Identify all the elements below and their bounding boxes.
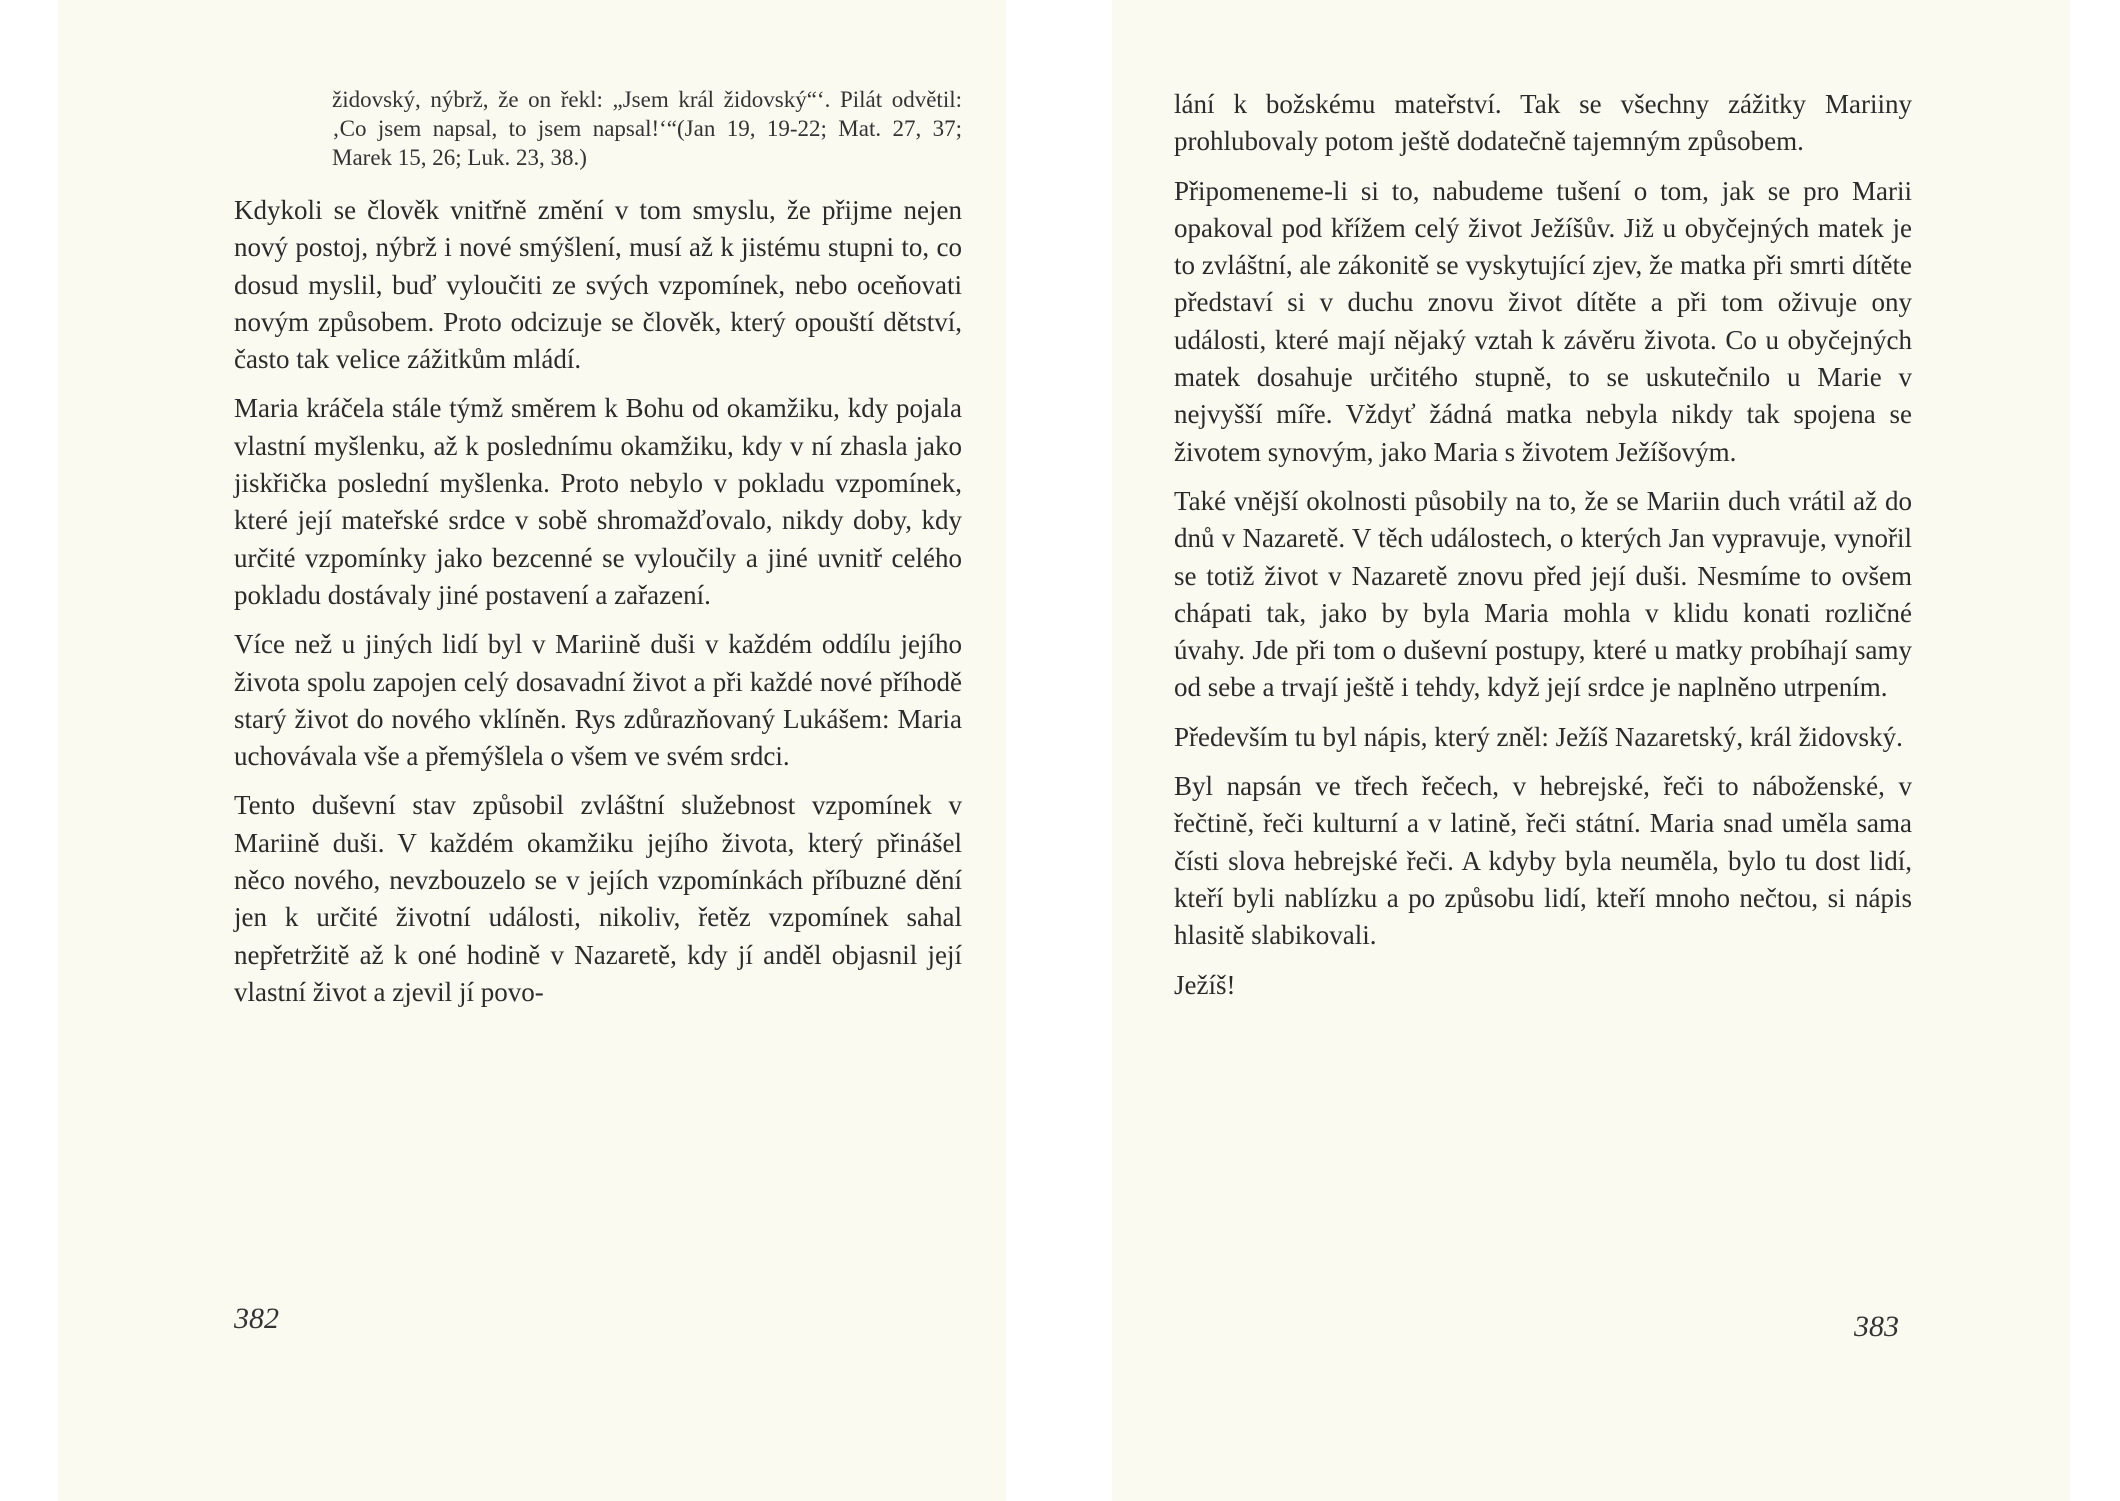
right-page-text: [1174, 86, 1912, 1016]
left-page: [58, 0, 1006, 1501]
right-paragraph-5: Byl napsán ve třech řečech, v hebrejské, řeči to náboženské, v řečtině, řeči kulturní a v latině, řeči státní. Maria snad uměla sama čísti slova hebrejské řeči. A kdyby byla neuměla, bylo tu dost lidí, kteří byli nablízku a po způsobu lidí, kteří mnoho nečtou, si nápis hlasitě slabikovali.: [1174, 771, 1912, 951]
left-paragraph-4: Tento duševní stav způsobil zvláštní služebnost vzpomínek v Mariině duši. V každém okamžiku jejího života, který přinášel něco nového, nevzbouzelo se v jejích vzpomínkách příbuzné dění jen k určité životní události, nikoliv, řetěz vzpomínek sahal nepřetržitě až k oné hodině v Nazaretě, kdy jí anděl objasnil její vlastní život a zjevil jí povo-: [234, 790, 962, 1007]
right-paragraph-6: Ježíš!: [1174, 969, 1236, 1000]
right-paragraph-2: Připomeneme-li si to, nabudeme tušení o tom, jak se pro Marii opakoval pod křížem celý život Ježíšův. Již u obyčejných matek je to zvláštní, ale zákonitě se vyskytující zjev, že matka při smrti dítěte představí si v duchu znovu život dítěte a při tom oživuje ony události, které mají nějaký vztah k závěru života. Co u obyčejných matek dosahuje určitého stupně, to se uskutečnilo u Marie v nejvyšší míře. Vždyť žádná matka nebyla nikdy tak spojena se životem synovým, jako Maria s životem Ježíšovým.: [1174, 175, 1912, 467]
right-paragraph-4: Především tu byl nápis, který zněl: Ježíš Nazaretský, král židovský.: [1174, 721, 1903, 752]
left-paragraph-2: Maria kráčela stále týmž směrem k Bohu od okamžiku, kdy pojala vlastní myšlenku, až k poslednímu okamžiku, kdy v ní zhasla jako jiskřička poslední myšlenka. Proto nebylo v pokladu vzpomínek, které její mateřské srdce v sobě shromažďovalo, nikdy doby, kdy určité vzpomínky jako bezcenné se vyloučily a jiné uvnitř celého pokladu dostávaly jiné postavení a zařazení.: [234, 393, 962, 610]
left-page-number: 382: [234, 1302, 279, 1335]
left-paragraph-3: Více než u jiných lidí byl v Mariině duši v každém oddílu jejího života spolu zapojen celý dosavadní život a při každé nové příhodě starý život do nového vklíněn. Rys zdůrazňovaný Lukášem: Maria uchovávala vše a přemýšlela o všem ve svém srdci.: [234, 629, 962, 772]
right-paragraph-3: Také vnější okolnosti působily na to, že se Mariin duch vrátil až do dnů v Nazaretě. V těch událostech, o kterých Jan vypravuje, vynořil se totiž život v Nazaretě znovu před její duši. Nesmíme to ovšem chápati tak, jako by byla Maria mohla v klidu konati rozličné úvahy. Jde při tom o duševní postupy, které u matky probíhají samy od sebe a trvají ještě i tehdy, když její srdce je naplněno utrpením.: [1174, 485, 1912, 703]
left-paragraph-1: Kdykoli se člověk vnitřně změní v tom smyslu, že přijme nejen nový postoj, nýbrž i nové smýšlení, musí až k jistému stupni to, co dosud myslil, buď vyloučiti ze svých vzpomínek, nebo oceňovati novým způsobem. Proto odcizuje se člověk, který opouští dětství, často tak velice zážitkům mládí.: [234, 195, 962, 375]
left-footnote: židovský, nýbrž, že on řekl: „Jsem král židovský“‘. Pilát odvětil: ‚Co jsem napsal, to jsem napsal!‘“(Jan 19, 19-22; Mat. 27, 37; Marek 15, 26; Luk. 23, 38.): [332, 87, 962, 170]
right-page: [1112, 0, 2070, 1501]
left-page-text: [234, 85, 962, 1023]
right-page-number: 383: [1854, 1310, 1899, 1343]
right-paragraph-1: lání k božskému mateřství. Tak se všechny zážitky Mariiny prohlubovaly potom ještě dodatečně tajemným způsobem.: [1174, 89, 1912, 157]
